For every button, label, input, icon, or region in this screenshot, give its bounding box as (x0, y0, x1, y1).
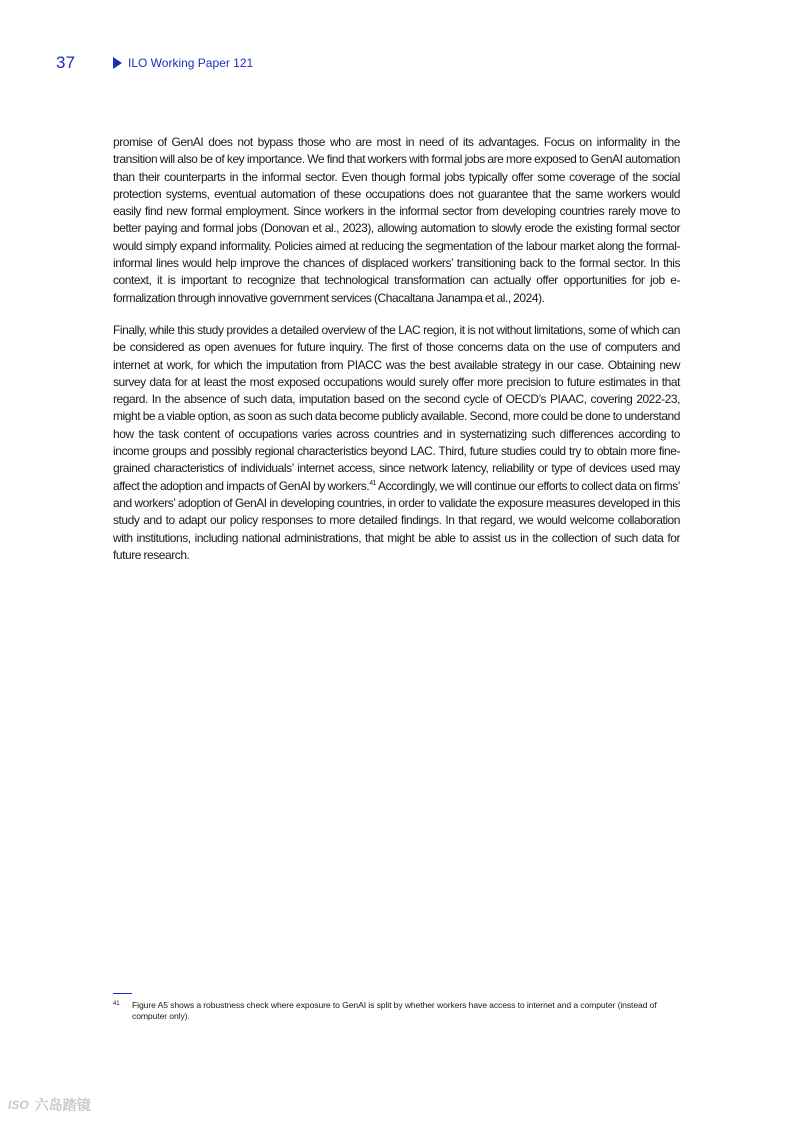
footnote-number: 41 (113, 1001, 120, 1007)
paragraph-2-text-before-ref: Finally, while this study provides a detailed overview of the LAC region, it is not without limitations, some of which can be considered as open avenues for future inquiry. The first of those concerns data on the use of computers and internet at work, for which the imputation from PIACC was the best available strategy in our case. Obtaining new survey data for at least the most exposed occupations would surely offer more precision to future estimates in that regard. In the absence of such data, imputation based on the second cycle of OECD’s PIAAC, covering 2022-23, might be a viable option, as soon as such data become publicly available. Second, more could be done to understand how the task content of occupations varies across countries and in systematizing such differences according to income groups and possibly regional characteristics beyond LAC. Third, future studies could try to obtain more fine-grained characteristics of individuals’ internet access, since network latency, reliability or type of devices used may affect the adoption and impacts of GenAI by workers. (113, 322, 680, 493)
page-number: 37 (56, 53, 76, 72)
body-text (113, 134, 680, 579)
watermark (8, 1095, 91, 1115)
watermark-text: 六岛踏镜 (34, 1097, 91, 1113)
footnote-separator (113, 993, 132, 994)
paragraph-2 (113, 322, 680, 564)
paragraph-2-text-after-ref: Accordingly, we will continue our efforts to collect data on firms’ and workers’ adoption of GenAI in developing countries, in order to validate the exposure measures developed in this study and to adapt our policy responses to more detailed findings. In that regard, we would welcome collaboration with institutions, including national administrations, that might be able to assist us in the collection of such data for future research. (113, 478, 680, 562)
watermark-logo: ISO (8, 1098, 29, 1112)
paragraph-1: promise of GenAI does not bypass those who are most in need of its advantages. Focus on informality in the transition will also be of key importance. We find that workers with formal jobs are more exposed to GenAI automation than their counterparts in the informal sector. Even though formal jobs typically offer some coverage of the social protection systems, eventual automation of these occupations does not guarantee that the same workers would easily find new formal employment. Since workers in the informal sector from developing countries rarely move to better paying and formal jobs (Donovan et al., 2023), allowing automation to slowly erode the existing formal sector would simply expand informality. Policies aimed at reducing the segmentation of the labour market along the formal-informal lines would help improve the chances of displaced workers’ transitioning back to the formal sector. In this context, it is important to recognize that technological transformation can actually offer opportunities for job e-formalization through innovative government services (Chacaltana Janampa et al., 2024). (113, 135, 680, 305)
footnote-text: Figure A5 shows a robustness check where exposure to GenAI is split by whether workers have access to internet and a computer (instead of computer only). (132, 1000, 657, 1021)
triangle-right-icon (113, 57, 122, 69)
footnote-41 (113, 1000, 680, 1022)
running-header (113, 56, 253, 70)
footnote-reference-41[interactable]: 41 (369, 479, 377, 487)
running-title: ILO Working Paper 121 (128, 56, 254, 70)
